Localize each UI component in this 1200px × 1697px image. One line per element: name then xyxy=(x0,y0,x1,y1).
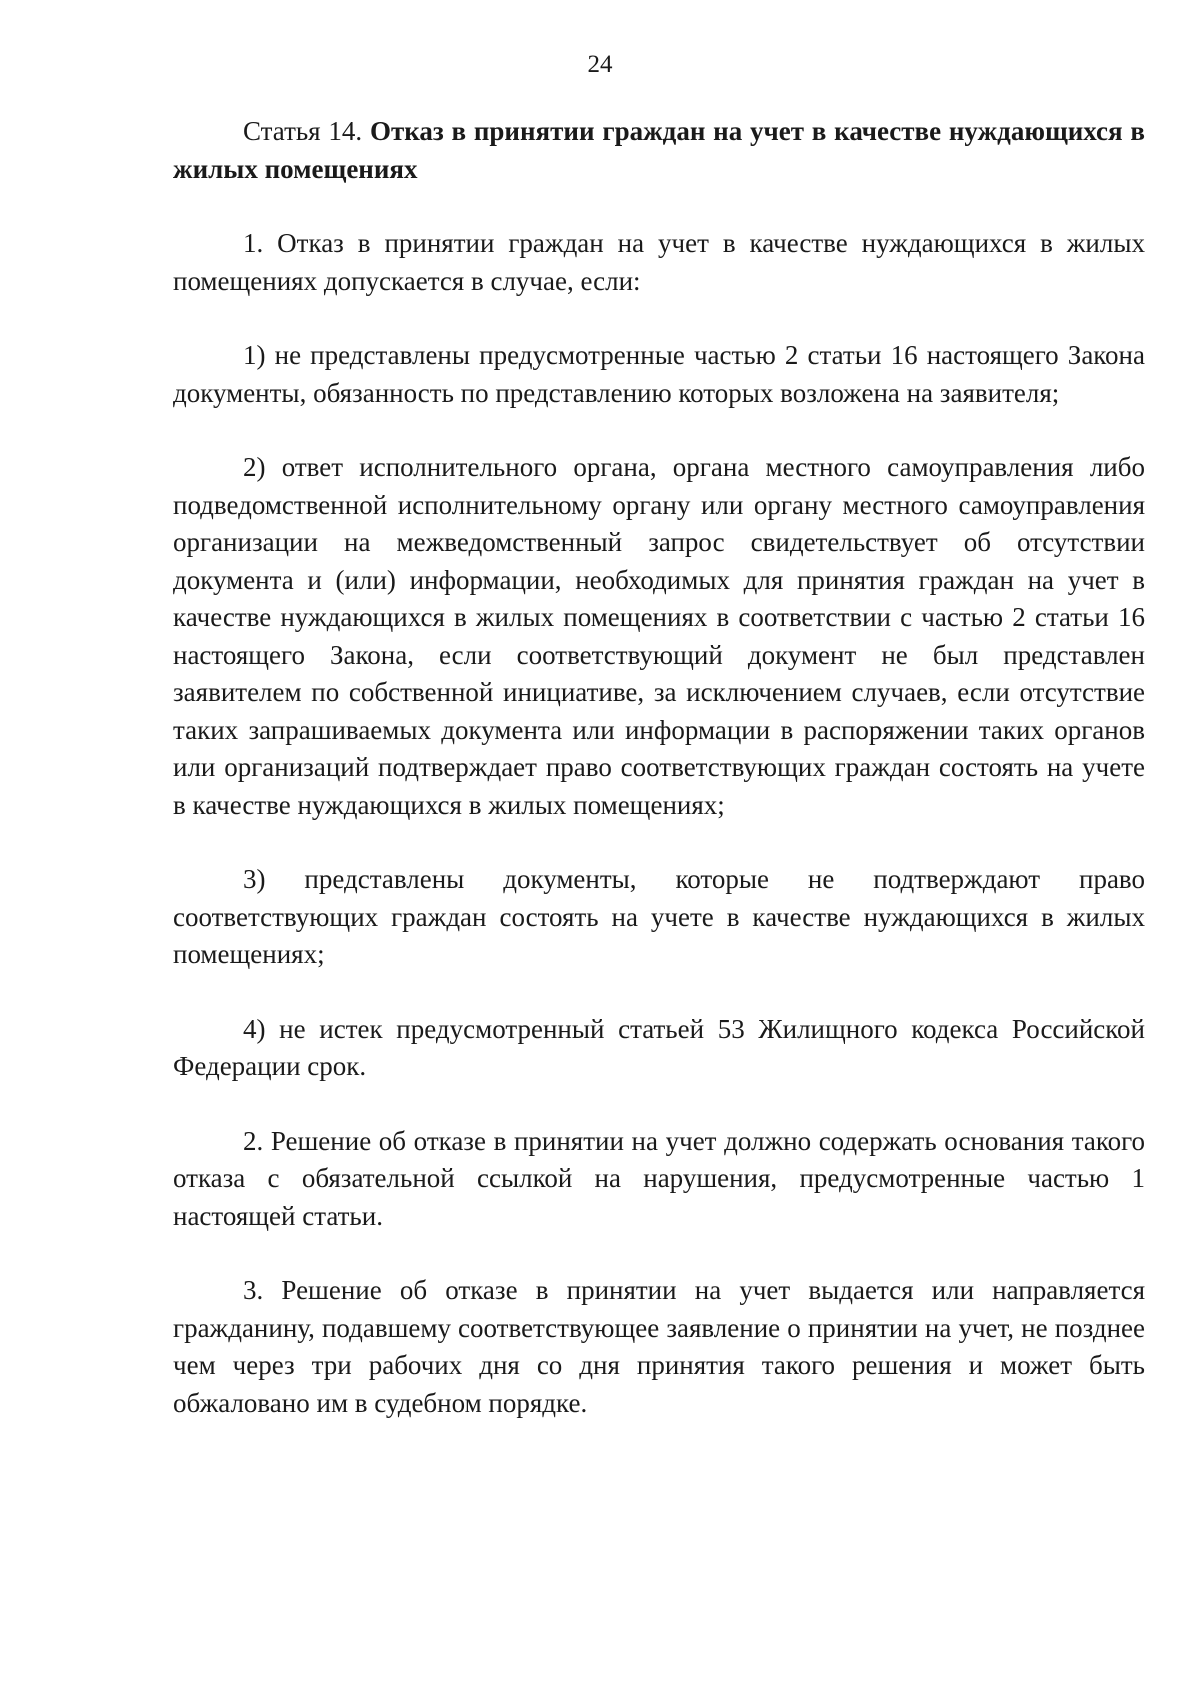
paragraph-3: 3. Решение об отказе в принятии на учет выдается или направляется гражданину, подавшему соответствующее заявление о принятии на учет, не позднее чем через три рабочих дня со дня принятия такого решения и может быть обжаловано им в судебном порядке. xyxy=(173,1275,1145,1418)
document-body xyxy=(173,113,1145,1422)
paragraph-2: 2. Решение об отказе в принятии на учет должно содержать основания такого отказа с обязательной ссылкой на нарушения, предусмотренные частью 1 настоящей статьи. xyxy=(173,1125,1145,1231)
paragraph-1-item-1: 1) не представлены предусмотренные частью 2 статьи 16 настоящего Закона документы, обязанность по представлению которых возложена на заявителя; xyxy=(173,340,1145,408)
paragraph-1-item-2: 2) ответ исполнительного органа, органа местного самоуправления либо подведомственной исполнительному органу или органу местного самоуправления организации на межведомственный запрос свидетельствует об отсутствии документа и (или) информации, необходимых для принятия граждан на учет в качестве нуждающихся в жилых помещениях в соответствии с частью 2 статьи 16 настоящего Закона, если соответствующий документ не был представлен заявителем по собственной инициативе, за исключением случаев, если отсутствие таких запрашиваемых документа или информации в распоряжении таких органов или организаций подтверждает право соответствующих граждан состоять на учете в качестве нуждающихся в жилых помещениях; xyxy=(173,452,1145,820)
article-label: Статья 14. xyxy=(243,116,370,146)
paragraph-1-item-3: 3) представлены документы, которые не подтверждают право соответствующих граждан состоять на учете в качестве нуждающихся в жилых помещениях; xyxy=(173,864,1145,969)
article-title: Отказ в принятии граждан на учет в качестве нуждающихся в жилых помещениях xyxy=(173,116,1145,184)
paragraph-1-item-4: 4) не истек предусмотренный статьей 53 Жилищного кодекса Российской Федерации срок. xyxy=(173,1013,1145,1081)
paragraph-1: 1. Отказ в принятии граждан на учет в качестве нуждающихся в жилых помещениях допускается в случае, если: xyxy=(173,228,1145,296)
page-number: 24 xyxy=(587,51,613,78)
article-heading xyxy=(173,113,1145,188)
